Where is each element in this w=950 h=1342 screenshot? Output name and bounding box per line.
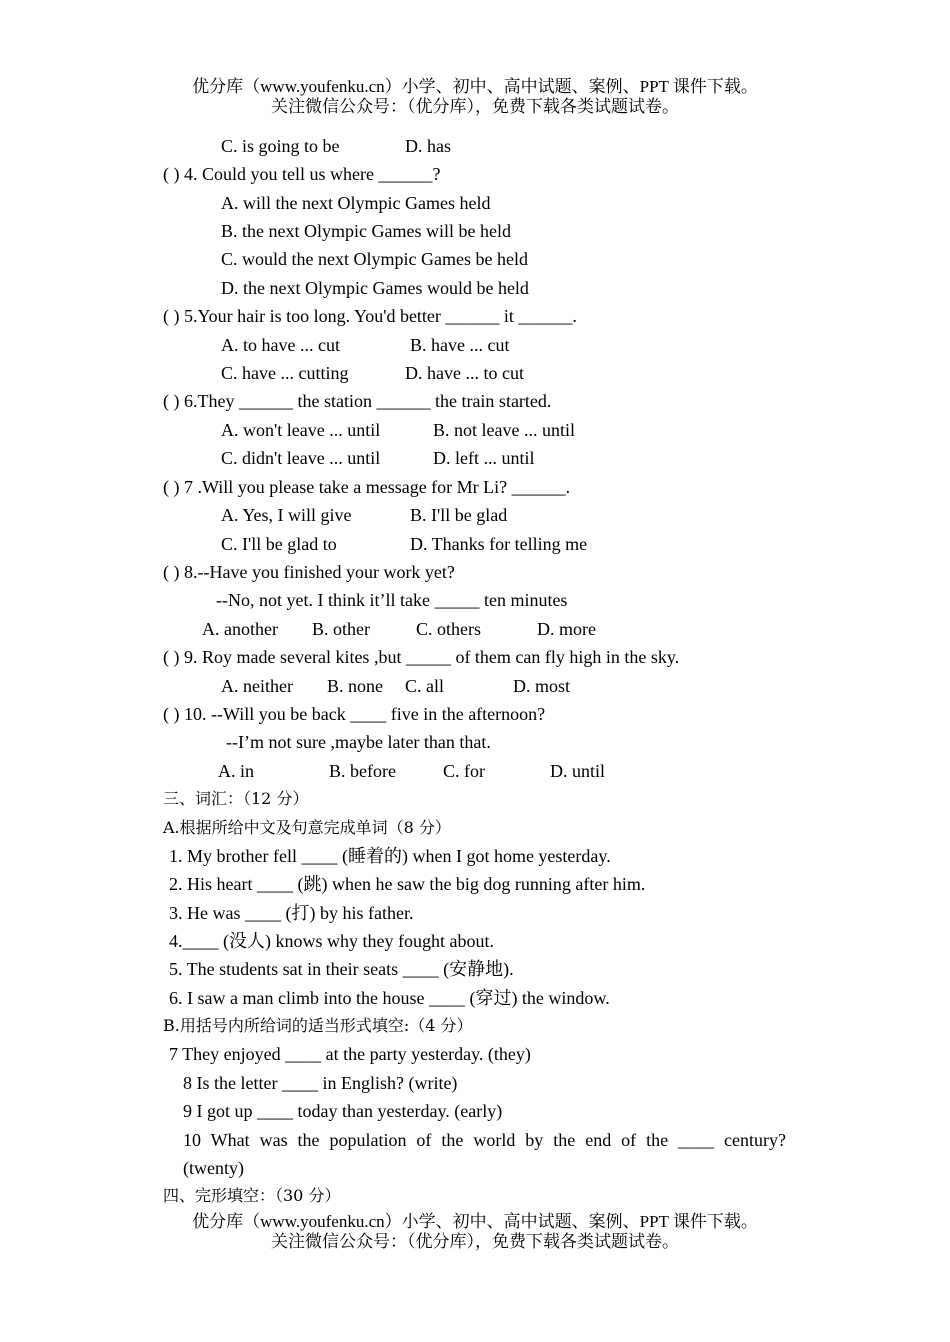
q9-option-a: A. neither	[221, 676, 293, 696]
q8-option-d: D. more	[537, 619, 596, 639]
q3-option-d: D. has	[405, 136, 451, 156]
q10-option-d: D. until	[550, 761, 606, 781]
q9-stem: ( ) 9. Roy made several kites ,but _____ of them can fly high in the sky.	[163, 647, 680, 667]
q10-option-c: C. for	[443, 761, 485, 781]
q6-option-d: D. left ... until	[433, 448, 535, 468]
q5-option-d: D. have ... to cut	[405, 363, 524, 383]
q7-option-a: A. Yes, I will give	[221, 505, 352, 525]
vocab-item-3: 3. He was ____ (打) by his father.	[169, 903, 414, 923]
q4-option-c: C. would the next Olympic Games be held	[221, 249, 528, 269]
vocab-item-2: 2. His heart ____ (跳) when he saw the big dog running after him.	[169, 874, 646, 894]
q5-option-b: B. have ... cut	[410, 335, 510, 355]
q9-option-c: C. all	[405, 676, 444, 696]
q7-option-d: D. Thanks for telling me	[410, 534, 588, 554]
form-item-9: 9 I got up ____ today than yesterday. (early)	[183, 1101, 503, 1121]
q7-option-b: B. I'll be glad	[410, 505, 508, 525]
vocab-item-4: 4.____ (没人) knows why they fought about.	[169, 931, 494, 951]
q8-stem: ( ) 8.--Have you finished your work yet?	[163, 562, 455, 582]
q9-option-b: B. none	[327, 676, 383, 696]
vocab-item-6: 6. I saw a man climb into the house ____ (穿过) the window.	[169, 988, 610, 1008]
q6-option-c: C. didn't leave ... until	[221, 448, 381, 468]
section-3-title: 三、词汇：（12 分）	[163, 789, 309, 808]
q5-option-c: C. have ... cutting	[221, 363, 349, 383]
q8-dialogue-line: --No, not yet. I think it’ll take _____ ten minutes	[216, 590, 568, 610]
q7-stem: ( ) 7 .Will you please take a message for Mr Li? ______.	[163, 477, 571, 497]
q10-stem: ( ) 10. --Will you be back ____ five in the afternoon?	[163, 704, 546, 724]
q8-option-b: B. other	[312, 619, 370, 639]
vocab-item-1: 1. My brother fell ____ (睡着的) when I got home yesterday.	[169, 846, 611, 866]
section-3-part-b-title: B.用括号内所给词的适当形式填空:（4 分）	[163, 1016, 473, 1035]
q4-option-d: D. the next Olympic Games would be held	[221, 278, 529, 298]
section-4-title: 四、完形填空：（30 分）	[163, 1186, 341, 1205]
q10-option-b: B. before	[329, 761, 396, 781]
page-footer	[0, 1212, 950, 1252]
footer-line-1: 优分库（www.youfenku.cn）小学、初中、高中试题、案例、PPT 课件下载。	[192, 1212, 758, 1231]
q10-option-a: A. in	[218, 761, 254, 781]
form-item-7: 7 They enjoyed ____ at the party yesterday. (they)	[169, 1044, 531, 1064]
q7-option-c: C. I'll be glad to	[221, 534, 337, 554]
q4-option-a: A. will the next Olympic Games held	[221, 193, 491, 213]
q4-option-b: B. the next Olympic Games will be held	[221, 221, 511, 241]
form-item-8: 8 Is the letter ____ in English? (write)	[183, 1073, 458, 1093]
q8-option-a: A. another	[202, 619, 278, 639]
q6-option-b: B. not leave ... until	[433, 420, 575, 440]
q8-option-c: C. others	[416, 619, 481, 639]
q10-dialogue-line: --I’m not sure ,maybe later than that.	[226, 732, 491, 752]
form-item-10-line-1: 10 What was the population of the world by the end of the ____ century?	[183, 1130, 786, 1150]
header-line-1: 优分库（www.youfenku.cn）小学、初中、高中试题、案例、PPT 课件下载。	[192, 77, 758, 96]
q9-option-d: D. most	[513, 676, 571, 696]
q6-stem: ( ) 6.They ______ the station ______ the train started.	[163, 391, 552, 411]
footer-line-2: 关注微信公众号：（优分库），免费下载各类试题试卷。	[271, 1232, 679, 1251]
section-3-part-a-title: A.根据所给中文及句意完成单词（8 分）	[163, 818, 451, 837]
header-line-2: 关注微信公众号：（优分库），免费下载各类试题试卷。	[271, 97, 679, 116]
q5-stem: ( ) 5.Your hair is too long. You'd better ______ it ______.	[163, 306, 577, 326]
page-header	[0, 77, 950, 117]
vocab-item-5: 5. The students sat in their seats ____ (安静地).	[169, 959, 514, 979]
q4-stem: ( ) 4. Could you tell us where ______?	[163, 164, 441, 184]
form-item-10-line-2: (twenty)	[183, 1158, 244, 1178]
q3-option-c: C. is going to be	[221, 136, 340, 156]
q6-option-a: A. won't leave ... until	[221, 420, 381, 440]
q5-option-a: A. to have ... cut	[221, 335, 340, 355]
